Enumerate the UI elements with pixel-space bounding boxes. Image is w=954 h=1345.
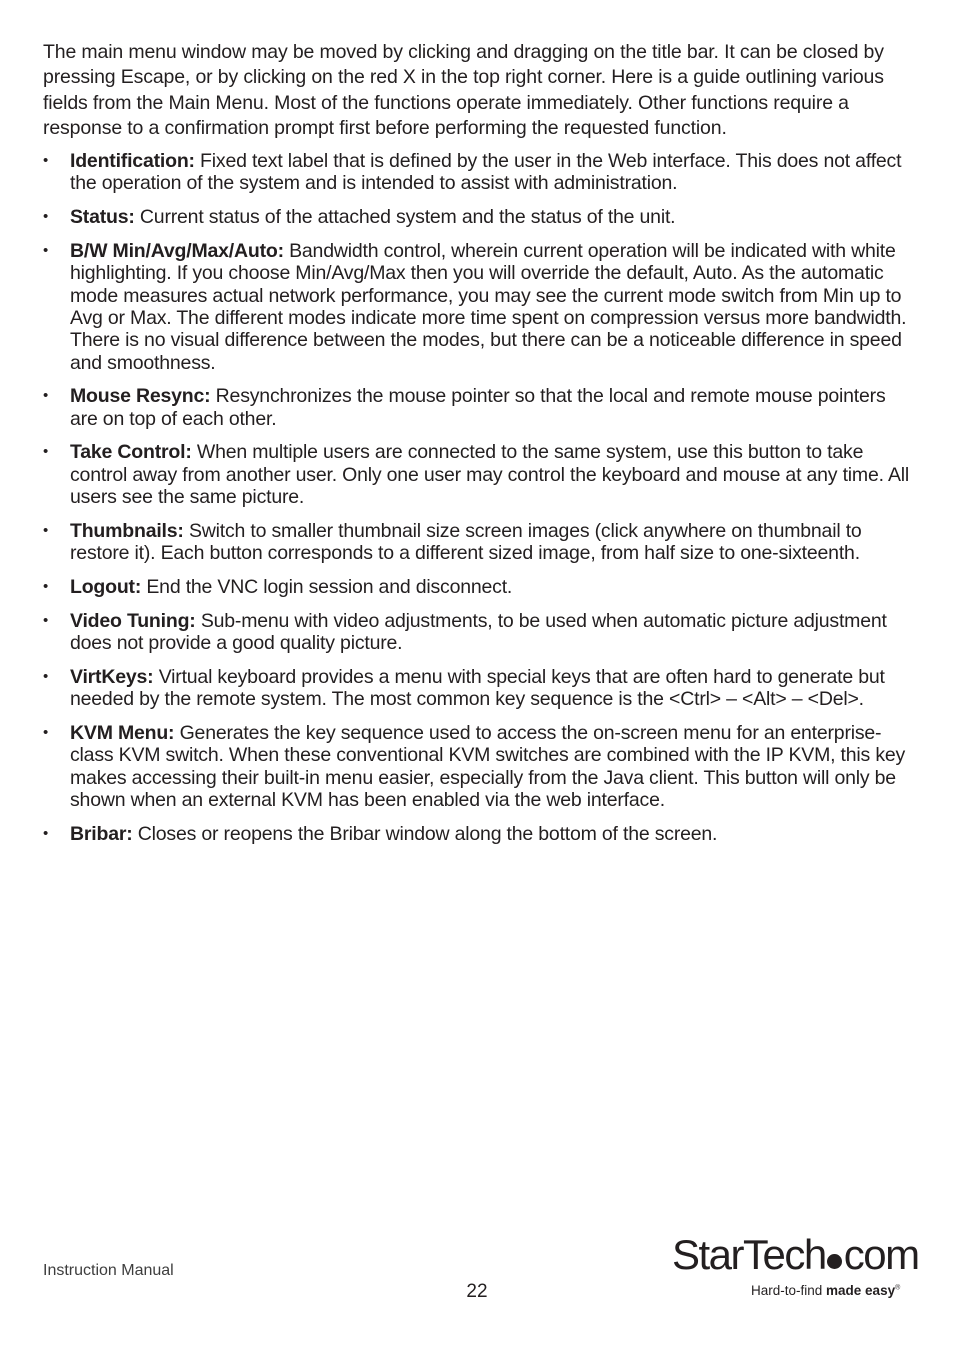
list-item	[43, 385, 913, 430]
bullet-icon: •	[43, 824, 49, 842]
item-text: Sub-menu with video adjustments, to be used when automatic picture adjustment does not provide a good quality picture.	[70, 609, 887, 655]
list-item	[43, 150, 913, 195]
item-term: Identification:	[70, 150, 195, 173]
bullet-icon: •	[43, 242, 49, 260]
item-text: Virtual keyboard provides a menu with special keys that are often hard to generate but needed by the remote system. The most common key sequence is the <Ctrl> – <Alt> – <Del>.	[70, 665, 885, 711]
list-item	[43, 610, 913, 655]
list-item	[43, 722, 913, 811]
intro-paragraph: The main menu window may be moved by clicking and dragging on the title bar. It can be closed by pressing Escape, or by clicking on the red X in the top right corner. Here is a guide outlining various fields from the Main Menu. Most of the functions operate immediately. Other functions require a response to a confirmation prompt first before performing the requested function.	[43, 41, 884, 139]
item-text: Current status of the attached system and the status of the unit.	[139, 206, 676, 229]
list-item	[43, 823, 913, 845]
feature-list	[43, 150, 913, 845]
bullet-icon: •	[43, 611, 49, 629]
bullet-icon: •	[43, 667, 49, 685]
item-text: Closes or reopens the Bribar window along the bottom of the screen.	[137, 822, 718, 845]
item-term: Thumbnails:	[70, 519, 184, 542]
bullet-icon: •	[43, 577, 49, 595]
item-text: When multiple users are connected to the same system, use this button to take control away from another user. Only one user may control the keyboard and mouse at any time. All users see the same picture.	[70, 441, 910, 509]
registered-mark: ®	[895, 1284, 901, 1292]
page-number: 22	[466, 1281, 488, 1302]
bullet-icon: •	[43, 521, 49, 539]
logo-dot-icon	[827, 1254, 842, 1269]
item-text: Switch to smaller thumbnail size screen images (click anywhere on thumbnail to restore it). Each button corresponds to a different sized image, from half size to one-sixteenth.	[70, 519, 862, 565]
list-item	[43, 441, 913, 508]
item-term: Logout:	[70, 575, 142, 598]
item-term: Take Control:	[70, 441, 192, 464]
item-term: B/W Min/Avg/Max/Auto:	[70, 240, 284, 263]
bullet-icon: •	[43, 443, 49, 461]
bullet-icon: •	[43, 208, 49, 226]
logo-tagline	[751, 1283, 900, 1298]
item-term: Bribar:	[70, 822, 133, 845]
startech-logo	[672, 1230, 919, 1305]
page-content	[43, 40, 913, 856]
tagline-regular: Hard-to-find	[751, 1283, 827, 1298]
item-term: Mouse Resync:	[70, 385, 211, 408]
tagline-bold: made easy	[826, 1283, 896, 1298]
item-term: Status:	[70, 206, 135, 229]
logo-word-right: com	[843, 1231, 919, 1278]
item-term: VirtKeys:	[70, 665, 154, 688]
item-text: End the VNC login session and disconnect.	[146, 575, 513, 598]
bullet-icon: •	[43, 387, 49, 405]
item-text: Fixed text label that is defined by the user in the Web interface. This does not affect the operation of the system and is intended to assist with administration.	[70, 150, 902, 195]
item-text: Generates the key sequence used to access the on-screen menu for an enterprise-class KVM switch. When these conventional KVM switches are combined with the IP KVM, this key makes accessing their built-in menu easier, especially from the Java client. This button will only be shown when an external KVM has been enabled via the web interface.	[70, 721, 906, 811]
list-item	[43, 666, 913, 711]
footer-label: Instruction Manual	[43, 1262, 174, 1279]
item-term: KVM Menu:	[70, 721, 175, 744]
item-text: Resynchronizes the mouse pointer so that the local and remote mouse pointers are on top of each other.	[70, 385, 886, 430]
list-item	[43, 240, 913, 374]
bullet-icon: •	[43, 723, 49, 741]
bullet-icon: •	[43, 152, 49, 170]
item-term: Video Tuning:	[70, 609, 196, 632]
list-item	[43, 520, 913, 565]
list-item	[43, 576, 913, 598]
logo-wordmark	[672, 1230, 919, 1280]
logo-word-left: StarTech	[672, 1231, 826, 1278]
list-item	[43, 206, 913, 228]
item-text: Bandwidth control, wherein current operation will be indicated with white highlighting. If you choose Min/Avg/Max then you will override the default, Auto. As the automatic mode measures actual network performance, you may see the current mode switch from Min up to Avg or Max. The different modes indicate more time spent on compression versus more bandwidth. There is no visual difference between the modes, but there can be a noticeable difference in speed and smoothness.	[70, 240, 907, 374]
